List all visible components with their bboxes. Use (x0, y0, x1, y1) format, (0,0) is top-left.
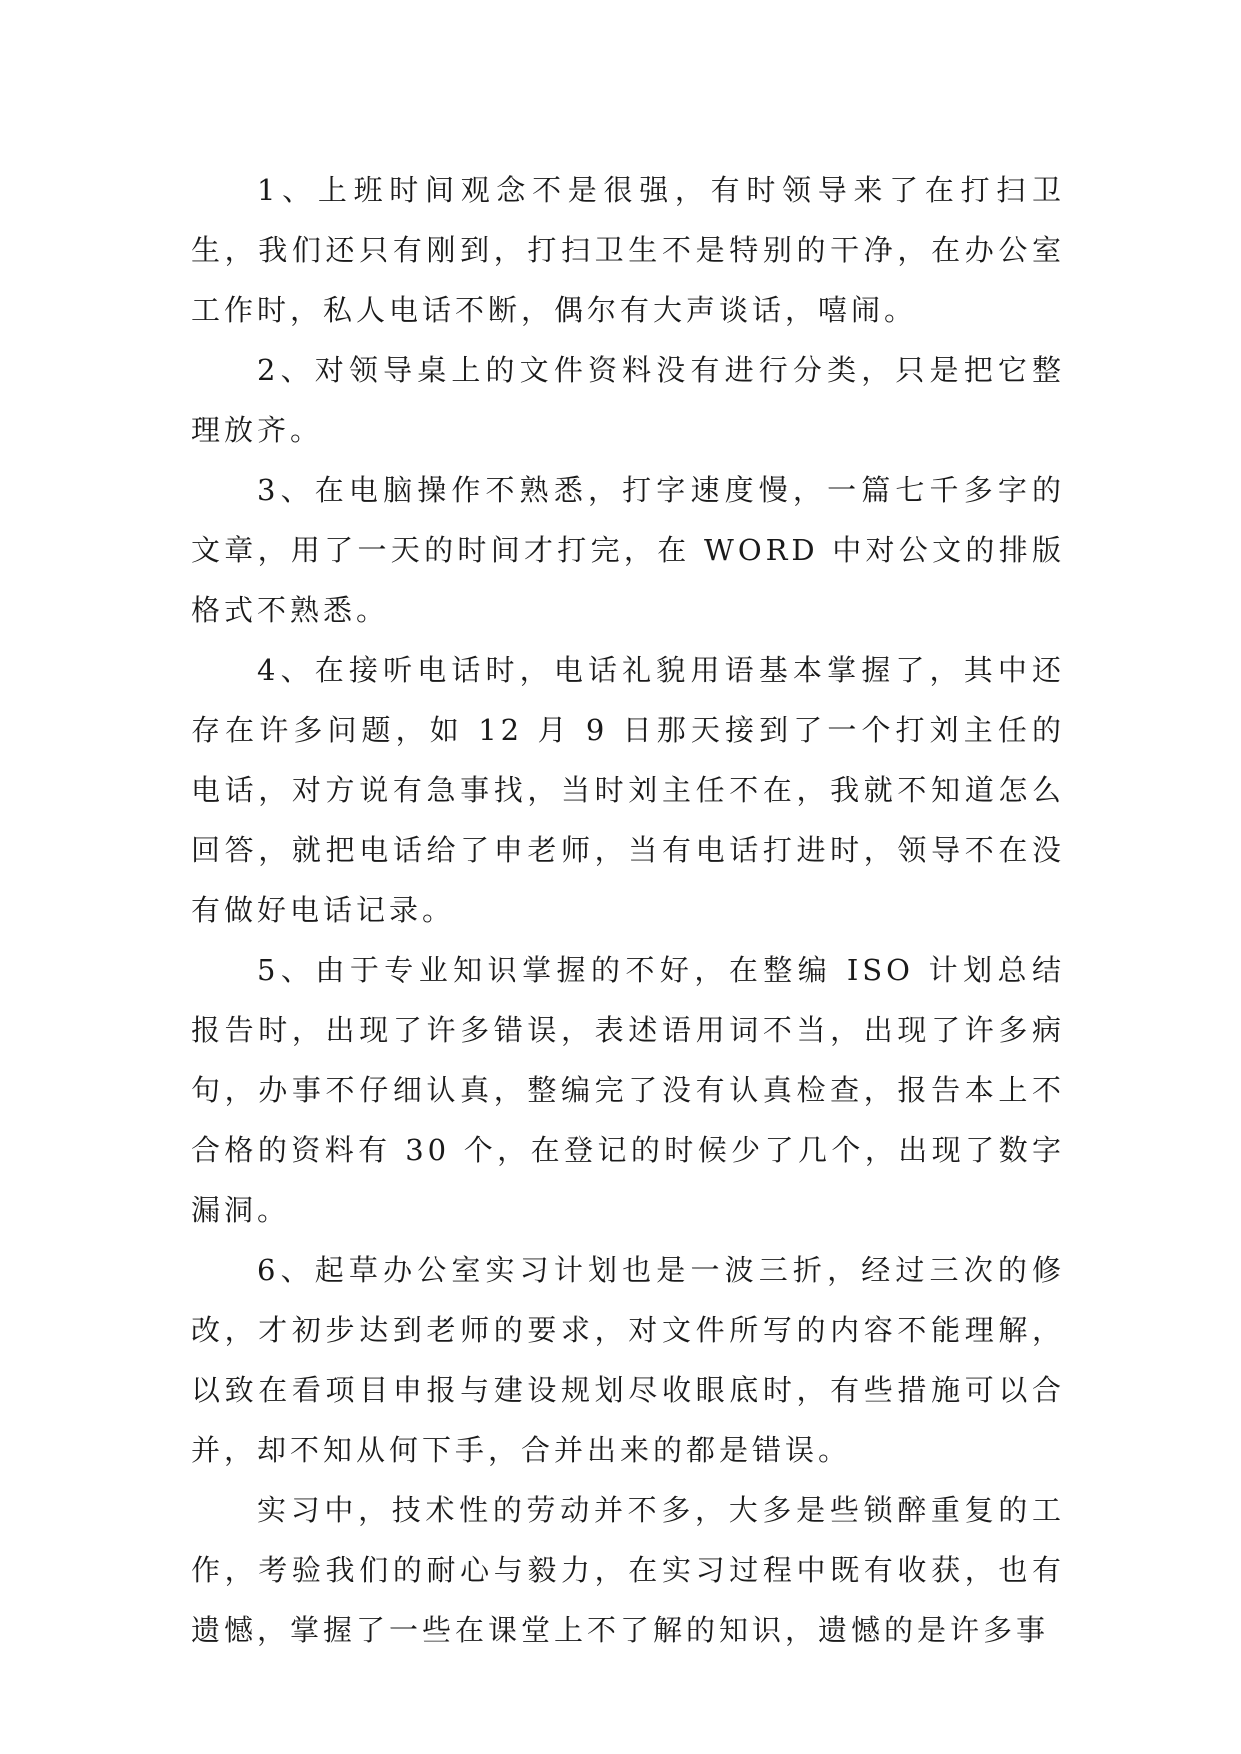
paragraph-2: 2、对领导桌上的文件资料没有进行分类，只是把它整理放齐。 (191, 353, 1065, 447)
paragraph-3: 3、在电脑操作不熟悉，打字速度慢，一篇七千多字的文章，用了一天的时间才打完，在 WORD 中对公文的排版格式不熟悉。 (191, 473, 1065, 627)
document-body (191, 160, 1065, 1660)
paragraph-1: 1、上班时间观念不是很强，有时领导来了在打扫卫生，我们还只有刚到，打扫卫生不是特别的干净，在办公室工作时，私人电话不断，偶尔有大声谈话，嘻闹。 (191, 173, 1065, 327)
paragraph-4: 4、在接听电话时，电话礼貌用语基本掌握了，其中还存在许多问题，如 12 月 9 日那天接到了一个打刘主任的电话，对方说有急事找，当时刘主任不在，我就不知道怎么回答，就把电话给了申老师，当有电话打进时，领导不在没有做好电话记录。 (191, 653, 1065, 927)
paragraph-6: 6、起草办公室实习计划也是一波三折，经过三次的修改，才初步达到老师的要求，对文件所写的内容不能理解，以致在看项目申报与建设规划尽收眼底时，有些措施可以合并，却不知从何下手，合并出来的都是错误。 (191, 1253, 1065, 1467)
paragraph-7: 实习中，技术性的劳动并不多，大多是些锁醉重复的工作，考验我们的耐心与毅力，在实习过程中既有收获，也有遗憾，掌握了一些在课堂上不了解的知识，遗憾的是许多事 (191, 1493, 1065, 1647)
paragraph-5: 5、由于专业知识掌握的不好，在整编 ISO 计划总结报告时，出现了许多错误，表述语用词不当，出现了许多病句，办事不仔细认真，整编完了没有认真检查，报告本上不合格的资料有 30 个，在登记的时候少了几个，出现了数字漏洞。 (191, 953, 1065, 1227)
